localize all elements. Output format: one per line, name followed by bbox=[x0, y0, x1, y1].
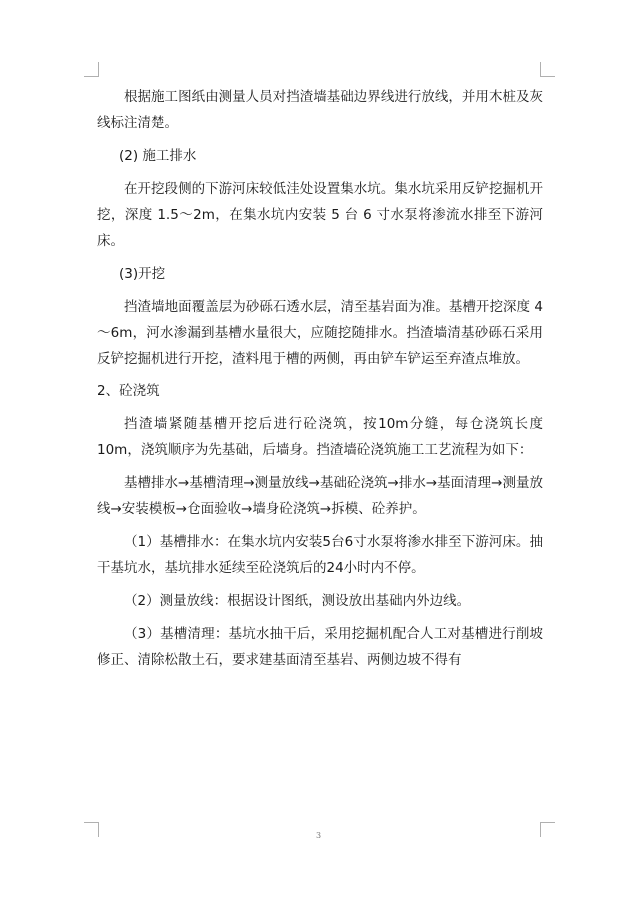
heading-construction-drainage: (2) 施工排水 bbox=[119, 147, 197, 164]
paragraph-process-flow: 基槽排水→基槽清理→测量放线→基础砼浇筑→排水→基面清理→测量放线→安装模板→仓面验收→墙身砼浇筑→拆模、砼养护。 bbox=[97, 475, 543, 518]
heading-excavation: (3)开挖 bbox=[119, 265, 166, 282]
document-body bbox=[97, 84, 543, 680]
paragraph-excavation: 挡渣墙地面覆盖层为砂砾石透水层，清至基岩面为准。基槽开挖深度 4～6m，河水渗漏到基槽水量很大，应随挖随排水。挡渣墙清基砂砾石采用反铲挖掘机进行开挖，渣料甩于槽的两侧，再由铲车铲运至弃渣点堆放。 bbox=[97, 298, 543, 367]
heading-concrete-pouring: 2、砼浇筑 bbox=[97, 383, 160, 400]
paragraph-trench-drainage: （1）基槽排水：在集水坑内安装5台6寸水泵将渗水排至下游河床。抽干基坑水，基坑排水延续至砼浇筑后的24小时内不停。 bbox=[97, 534, 543, 577]
paragraph-survey-layout: （2）测量放线：根据设计图纸，测设放出基础内外边线。 bbox=[124, 593, 471, 610]
page-number: 3 bbox=[315, 831, 322, 840]
paragraph-stakeout: 根据施工图纸由测量人员对挡渣墙基础边界线进行放线，并用木桩及灰线标注清楚。 bbox=[97, 89, 543, 131]
paragraph-pouring-intro: 挡渣墙紧随基槽开挖后进行砼浇筑，按10m分缝，每仓浇筑长度10m，浇筑顺序为先基础，后墙身。挡渣墙砼浇筑施工工艺流程为如下： bbox=[97, 416, 543, 459]
margin-mark-top-right bbox=[540, 62, 555, 77]
paragraph-trench-cleaning: （3）基槽清理：基坑水抽干后，采用挖掘机配合人工对基槽进行削坡修正、清除松散土石，要求建基面清至基岩、两侧边坡不得有 bbox=[97, 625, 543, 668]
paragraph-sump-pit: 在开挖段侧的下游河床较低洼处设置集水坑。集水坑采用反铲挖掘机开挖，深度 1.5～2m，在集水坑内安装 5 台 6 寸水泵将渗流水排至下游河床。 bbox=[97, 180, 543, 249]
margin-mark-top-left bbox=[84, 62, 99, 77]
